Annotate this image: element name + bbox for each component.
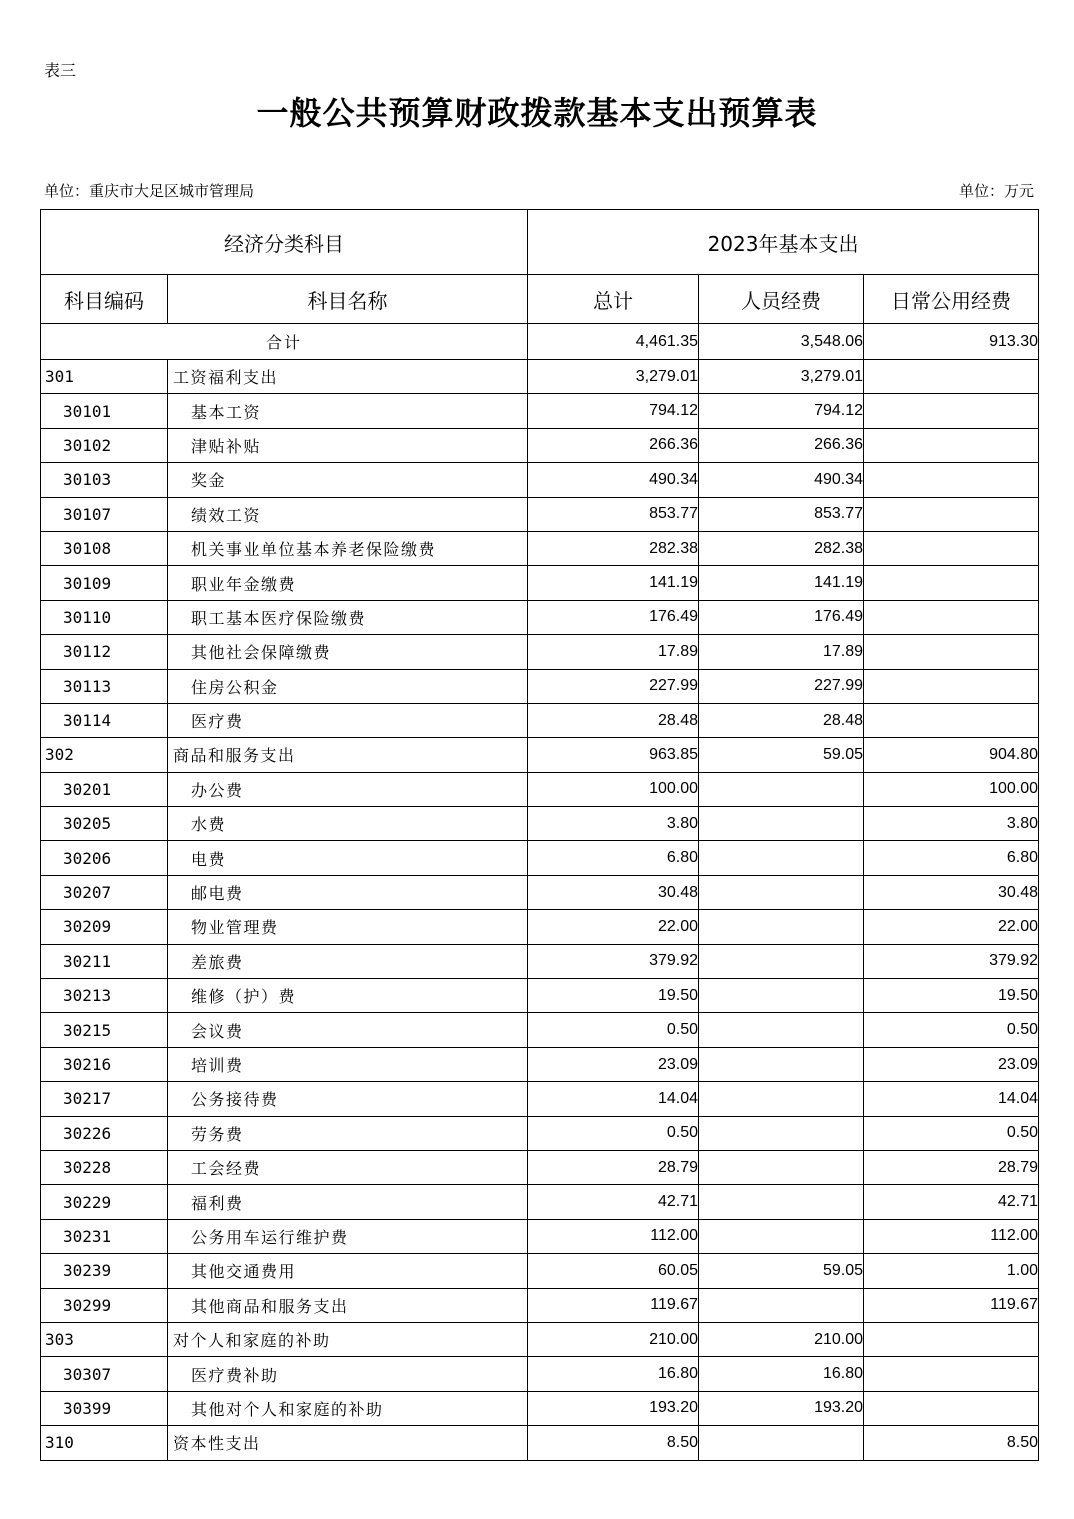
cell-total: 853.77 (528, 497, 699, 531)
cell-name: 公务接待费 (168, 1082, 528, 1116)
cell-public: 23.09 (864, 1047, 1039, 1081)
cell-total: 30.48 (528, 875, 699, 909)
cell-total: 227.99 (528, 669, 699, 703)
cell-code: 30299 (41, 1288, 168, 1322)
cell-public (864, 1357, 1039, 1391)
cell-total: 963.85 (528, 738, 699, 772)
column-header-name: 科目名称 (168, 275, 528, 324)
table-row (41, 738, 1039, 772)
cell-total: 490.34 (528, 463, 699, 497)
cell-name: 劳务费 (168, 1116, 528, 1150)
cell-public: 904.80 (864, 738, 1039, 772)
table-row (41, 772, 1039, 806)
cell-personnel (699, 1185, 864, 1219)
cell-name: 福利费 (168, 1185, 528, 1219)
cell-name: 其他交通费用 (168, 1254, 528, 1288)
cell-personnel (699, 1013, 864, 1047)
cell-public: 28.79 (864, 1150, 1039, 1184)
cell-code: 30206 (41, 841, 168, 875)
total-personnel: 3,548.06 (699, 324, 864, 360)
cell-total: 119.67 (528, 1288, 699, 1322)
cell-personnel (699, 772, 864, 806)
cell-code: 30101 (41, 394, 168, 428)
cell-public (864, 600, 1039, 634)
cell-code: 30307 (41, 1357, 168, 1391)
cell-code: 30209 (41, 910, 168, 944)
currency-unit: 单位：万元 (958, 182, 1034, 200)
cell-name: 其他社会保障缴费 (168, 635, 528, 669)
cell-public: 3.80 (864, 807, 1039, 841)
cell-code: 30239 (41, 1254, 168, 1288)
cell-personnel (699, 944, 864, 978)
table-number: 表三 (44, 61, 77, 80)
cell-total: 112.00 (528, 1219, 699, 1253)
cell-personnel (699, 807, 864, 841)
cell-total: 28.48 (528, 703, 699, 737)
cell-name: 职工基本医疗保险缴费 (168, 600, 528, 634)
cell-code: 30213 (41, 979, 168, 1013)
organization-unit: 单位：重庆市大足区城市管理局 (44, 182, 255, 200)
cell-code: 310 (41, 1426, 168, 1460)
cell-personnel (699, 910, 864, 944)
cell-public: 42.71 (864, 1185, 1039, 1219)
cell-personnel (699, 875, 864, 909)
cell-code: 30226 (41, 1116, 168, 1150)
total-total: 4,461.35 (528, 324, 699, 360)
table-row (41, 394, 1039, 428)
cell-name: 医疗费 (168, 703, 528, 737)
cell-public (864, 394, 1039, 428)
cell-public (864, 1391, 1039, 1425)
cell-name: 津贴补贴 (168, 428, 528, 462)
cell-total: 141.19 (528, 566, 699, 600)
cell-total: 379.92 (528, 944, 699, 978)
table-row (41, 1082, 1039, 1116)
table-row (41, 910, 1039, 944)
cell-name: 对个人和家庭的补助 (168, 1322, 528, 1356)
cell-code: 30103 (41, 463, 168, 497)
column-header-personnel: 人员经费 (699, 275, 864, 324)
cell-code: 30113 (41, 669, 168, 703)
cell-name: 医疗费补助 (168, 1357, 528, 1391)
cell-name: 工会经费 (168, 1150, 528, 1184)
table-row (41, 1322, 1039, 1356)
table-row (41, 1426, 1039, 1460)
cell-personnel: 59.05 (699, 1254, 864, 1288)
cell-personnel (699, 1082, 864, 1116)
cell-personnel: 17.89 (699, 635, 864, 669)
cell-public: 6.80 (864, 841, 1039, 875)
table-row (41, 600, 1039, 634)
table-row (41, 1047, 1039, 1081)
cell-code: 30102 (41, 428, 168, 462)
cell-public: 112.00 (864, 1219, 1039, 1253)
cell-total: 28.79 (528, 1150, 699, 1184)
cell-total: 3,279.01 (528, 360, 699, 394)
cell-public: 30.48 (864, 875, 1039, 909)
budget-table (40, 209, 1039, 1461)
cell-personnel: 282.38 (699, 531, 864, 565)
cell-code: 30231 (41, 1219, 168, 1253)
table-row (41, 463, 1039, 497)
cell-code: 30207 (41, 875, 168, 909)
cell-name: 奖金 (168, 463, 528, 497)
table-row (41, 703, 1039, 737)
cell-code: 30112 (41, 635, 168, 669)
cell-code: 30217 (41, 1082, 168, 1116)
total-label: 合计 (41, 324, 528, 360)
cell-public: 22.00 (864, 910, 1039, 944)
cell-code: 30228 (41, 1150, 168, 1184)
cell-total: 8.50 (528, 1426, 699, 1460)
cell-personnel (699, 1426, 864, 1460)
cell-total: 42.71 (528, 1185, 699, 1219)
column-header-row (41, 275, 1039, 324)
table-row (41, 1288, 1039, 1322)
cell-total: 210.00 (528, 1322, 699, 1356)
cell-total: 176.49 (528, 600, 699, 634)
table-row (41, 1391, 1039, 1425)
cell-personnel (699, 841, 864, 875)
cell-personnel: 227.99 (699, 669, 864, 703)
cell-code: 30201 (41, 772, 168, 806)
column-header-total: 总计 (528, 275, 699, 324)
table-row (41, 1150, 1039, 1184)
cell-total: 60.05 (528, 1254, 699, 1288)
table-row (41, 566, 1039, 600)
total-public: 913.30 (864, 324, 1039, 360)
cell-name: 商品和服务支出 (168, 738, 528, 772)
cell-name: 住房公积金 (168, 669, 528, 703)
total-row (41, 324, 1039, 360)
cell-code: 30107 (41, 497, 168, 531)
cell-total: 794.12 (528, 394, 699, 428)
cell-name: 电费 (168, 841, 528, 875)
cell-public: 1.00 (864, 1254, 1039, 1288)
cell-public (864, 463, 1039, 497)
cell-code: 30109 (41, 566, 168, 600)
cell-name: 资本性支出 (168, 1426, 528, 1460)
table-row (41, 841, 1039, 875)
cell-name: 绩效工资 (168, 497, 528, 531)
cell-public: 14.04 (864, 1082, 1039, 1116)
cell-name: 机关事业单位基本养老保险缴费 (168, 531, 528, 565)
cell-name: 会议费 (168, 1013, 528, 1047)
cell-public (864, 531, 1039, 565)
cell-name: 其他对个人和家庭的补助 (168, 1391, 528, 1425)
cell-total: 14.04 (528, 1082, 699, 1116)
cell-name: 维修（护）费 (168, 979, 528, 1013)
cell-code: 30110 (41, 600, 168, 634)
cell-code: 30114 (41, 703, 168, 737)
cell-total: 17.89 (528, 635, 699, 669)
cell-public (864, 428, 1039, 462)
cell-name: 职业年金缴费 (168, 566, 528, 600)
cell-public: 379.92 (864, 944, 1039, 978)
cell-personnel: 16.80 (699, 1357, 864, 1391)
cell-code: 302 (41, 738, 168, 772)
cell-public (864, 1322, 1039, 1356)
cell-public (864, 360, 1039, 394)
table-row (41, 360, 1039, 394)
cell-total: 282.38 (528, 531, 699, 565)
cell-code: 303 (41, 1322, 168, 1356)
group-header-row (41, 210, 1039, 275)
table-row (41, 807, 1039, 841)
cell-name: 基本工资 (168, 394, 528, 428)
cell-code: 30215 (41, 1013, 168, 1047)
cell-public: 0.50 (864, 1013, 1039, 1047)
cell-public: 119.67 (864, 1288, 1039, 1322)
cell-public (864, 669, 1039, 703)
cell-personnel: 193.20 (699, 1391, 864, 1425)
cell-name: 物业管理费 (168, 910, 528, 944)
table-row (41, 979, 1039, 1013)
cell-total: 23.09 (528, 1047, 699, 1081)
table-row (41, 428, 1039, 462)
cell-code: 30211 (41, 944, 168, 978)
table-row (41, 669, 1039, 703)
table-row (41, 1185, 1039, 1219)
cell-personnel (699, 1288, 864, 1322)
cell-name: 培训费 (168, 1047, 528, 1081)
cell-personnel: 59.05 (699, 738, 864, 772)
cell-public (864, 635, 1039, 669)
cell-code: 30399 (41, 1391, 168, 1425)
cell-code: 30108 (41, 531, 168, 565)
cell-personnel: 794.12 (699, 394, 864, 428)
cell-public: 0.50 (864, 1116, 1039, 1150)
cell-total: 19.50 (528, 979, 699, 1013)
cell-public (864, 566, 1039, 600)
cell-public: 100.00 (864, 772, 1039, 806)
cell-name: 工资福利支出 (168, 360, 528, 394)
cell-total: 22.00 (528, 910, 699, 944)
cell-name: 水费 (168, 807, 528, 841)
cell-personnel: 141.19 (699, 566, 864, 600)
cell-total: 6.80 (528, 841, 699, 875)
table-row (41, 1254, 1039, 1288)
cell-personnel (699, 1116, 864, 1150)
cell-name: 邮电费 (168, 875, 528, 909)
group-header-classification: 经济分类科目 (41, 210, 528, 275)
document-title: 一般公共预算财政拨款基本支出预算表 (256, 94, 818, 132)
cell-personnel (699, 979, 864, 1013)
cell-public: 19.50 (864, 979, 1039, 1013)
table-row (41, 1013, 1039, 1047)
column-header-public: 日常公用经费 (864, 275, 1039, 324)
cell-personnel: 3,279.01 (699, 360, 864, 394)
group-header-basic-expenditure: 2023年基本支出 (528, 210, 1039, 275)
cell-personnel: 266.36 (699, 428, 864, 462)
cell-code: 301 (41, 360, 168, 394)
cell-name: 差旅费 (168, 944, 528, 978)
cell-name: 其他商品和服务支出 (168, 1288, 528, 1322)
cell-personnel: 210.00 (699, 1322, 864, 1356)
cell-total: 0.50 (528, 1013, 699, 1047)
cell-code: 30205 (41, 807, 168, 841)
cell-public (864, 497, 1039, 531)
cell-total: 3.80 (528, 807, 699, 841)
column-header-code: 科目编码 (41, 275, 168, 324)
cell-total: 100.00 (528, 772, 699, 806)
table-row (41, 497, 1039, 531)
cell-code: 30229 (41, 1185, 168, 1219)
table-row (41, 531, 1039, 565)
cell-personnel: 28.48 (699, 703, 864, 737)
cell-total: 0.50 (528, 1116, 699, 1150)
table-row (41, 635, 1039, 669)
cell-personnel: 176.49 (699, 600, 864, 634)
table-row (41, 1116, 1039, 1150)
cell-personnel (699, 1047, 864, 1081)
cell-name: 公务用车运行维护费 (168, 1219, 528, 1253)
table-row (41, 1219, 1039, 1253)
cell-total: 193.20 (528, 1391, 699, 1425)
cell-personnel: 853.77 (699, 497, 864, 531)
cell-personnel (699, 1219, 864, 1253)
table-row (41, 1357, 1039, 1391)
table-row (41, 875, 1039, 909)
table-row (41, 944, 1039, 978)
cell-code: 30216 (41, 1047, 168, 1081)
cell-personnel: 490.34 (699, 463, 864, 497)
cell-total: 266.36 (528, 428, 699, 462)
cell-personnel (699, 1150, 864, 1184)
cell-public (864, 703, 1039, 737)
cell-total: 16.80 (528, 1357, 699, 1391)
cell-public: 8.50 (864, 1426, 1039, 1460)
cell-name: 办公费 (168, 772, 528, 806)
